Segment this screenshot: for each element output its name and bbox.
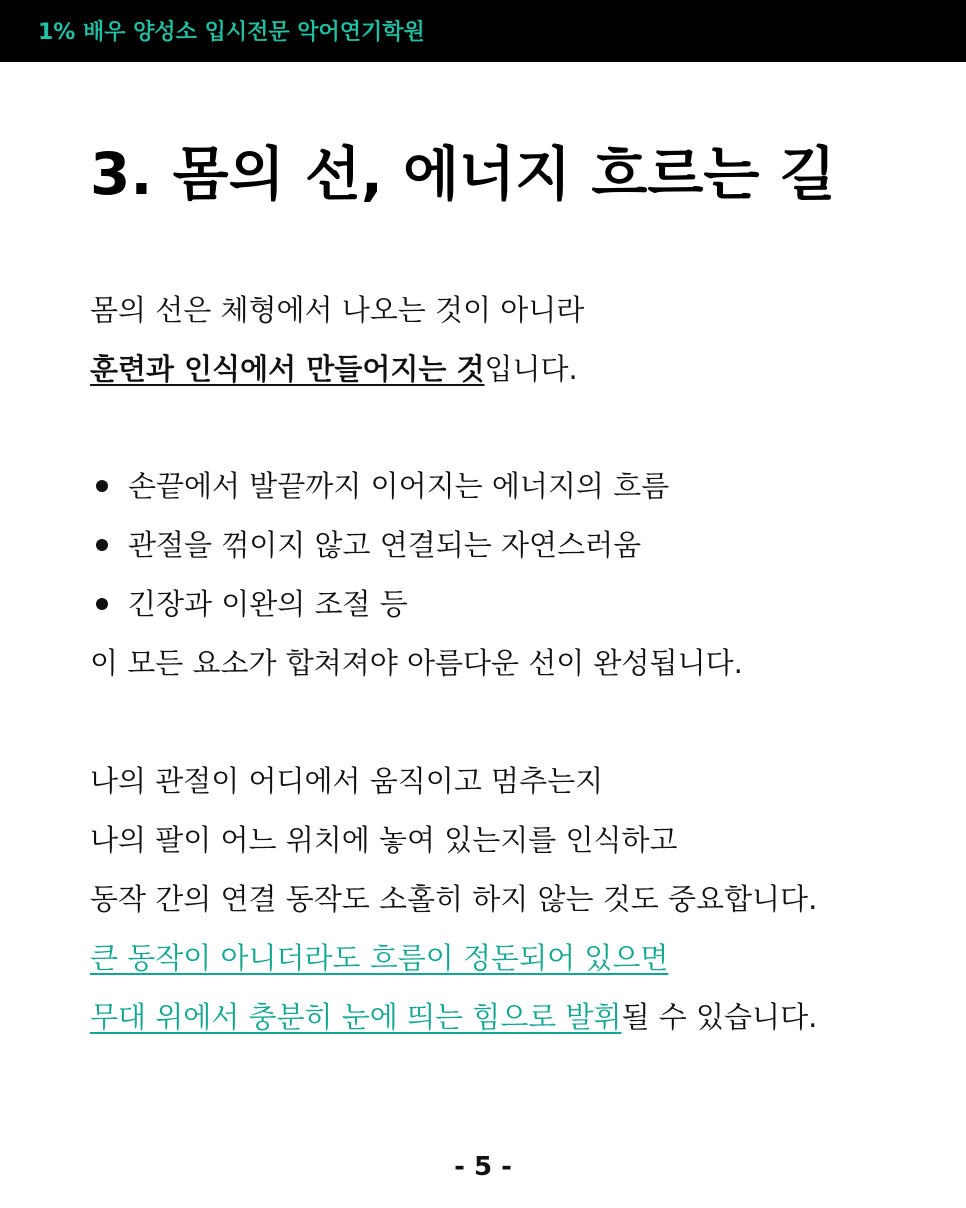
header-bar [0, 0, 966, 62]
bullet-dot-icon [96, 539, 108, 551]
list-item [90, 525, 669, 584]
brand-title: 1% 배우 양성소 입시전문 악어연기학원 [38, 20, 425, 45]
body-line-5 [90, 997, 817, 1037]
body-line-4 [90, 938, 668, 978]
intro-line-2-rest: 입니다. [484, 352, 578, 386]
intro-emphasis: 훈련과 인식에서 만들어지는 것 [90, 352, 485, 386]
list-item [90, 584, 669, 643]
list-item-text: 손끝에서 발끝까지 이어지는 에너지의 흐름 [128, 469, 670, 503]
body-line-5-rest: 될 수 있습니다. [621, 1000, 818, 1034]
intro-line-1: 몸의 선은 체형에서 나오는 것이 아니라 [90, 293, 585, 327]
list-item-text: 관절을 꺾이지 않고 연결되는 자연스러움 [128, 528, 642, 562]
page-number: - 5 - [454, 1152, 512, 1182]
list-item [90, 466, 669, 525]
summary-line: 이 모든 요소가 합쳐져야 아름다운 선이 완성됩니다. [90, 646, 743, 680]
body-line-2: 나의 팔이 어느 위치에 놓여 있는지를 인식하고 [90, 823, 678, 857]
bullet-list [90, 466, 669, 643]
section-title: 3. 몸의 선, 에너지 흐르는 길 [90, 140, 836, 208]
intro-line-2 [90, 349, 578, 389]
accent-text-2: 무대 위에서 충분히 눈에 띄는 힘으로 발휘 [90, 1000, 622, 1034]
body-line-1: 나의 관절이 어디에서 움직이고 멈추는지 [90, 764, 604, 798]
bullet-dot-icon [96, 598, 108, 610]
body-line-3: 동작 간의 연결 동작도 소홀히 하지 않는 것도 중요합니다. [90, 882, 818, 916]
bullet-dot-icon [96, 480, 108, 492]
list-item-text: 긴장과 이완의 조절 등 [128, 587, 408, 621]
accent-text-1: 큰 동작이 아니더라도 흐름이 정돈되어 있으면 [90, 941, 669, 975]
